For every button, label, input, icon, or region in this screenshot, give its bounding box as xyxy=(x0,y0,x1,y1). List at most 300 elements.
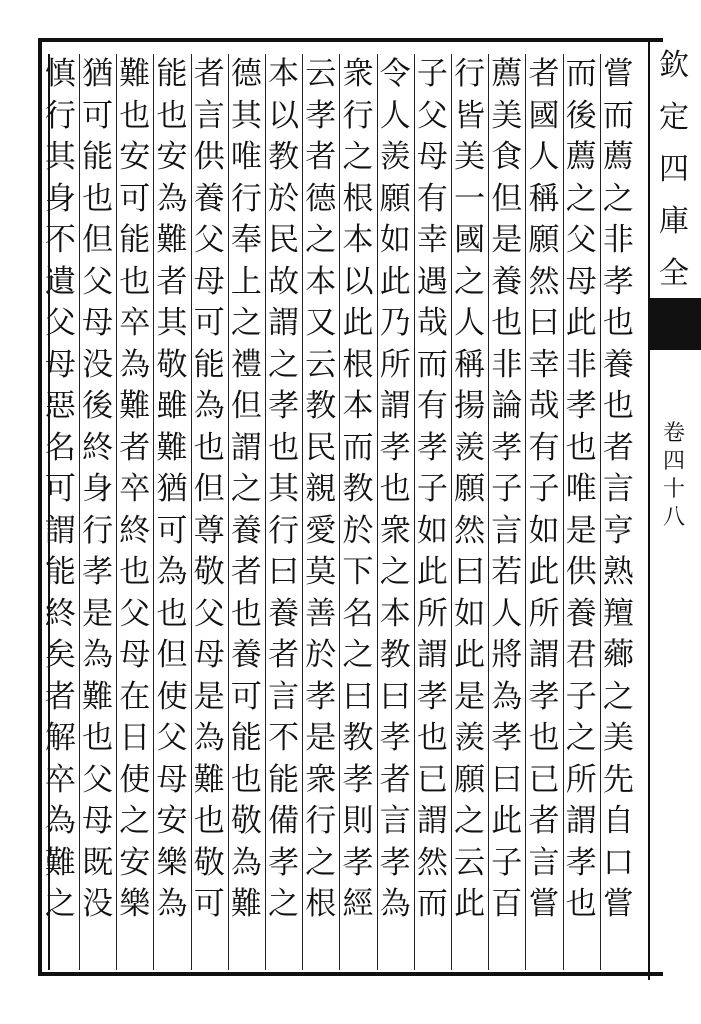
character: 母 xyxy=(193,637,225,673)
character: 之 xyxy=(602,180,634,217)
character: 有 xyxy=(416,388,448,424)
character: 惡 xyxy=(44,388,76,424)
character: 愛 xyxy=(305,512,337,549)
character: 不 xyxy=(44,222,76,258)
character: 已 xyxy=(416,761,448,798)
column-rule xyxy=(488,54,489,970)
character: 孝 xyxy=(379,720,411,756)
character: 安 xyxy=(119,844,151,881)
character: 終 xyxy=(82,429,114,466)
character: 而 xyxy=(602,97,634,134)
character: 人 xyxy=(379,97,411,134)
character: 有 xyxy=(416,180,448,217)
character: 本 xyxy=(379,595,411,632)
character: 本 xyxy=(305,263,337,300)
character: 之 xyxy=(268,886,300,922)
column-rule xyxy=(191,54,192,970)
character: 薦 xyxy=(565,139,597,175)
character: 父 xyxy=(82,263,114,300)
character: 曰 xyxy=(268,554,300,590)
character: 奉 xyxy=(230,222,262,258)
character: 敬 xyxy=(193,554,225,590)
column-rule xyxy=(525,54,526,970)
juan-character: 卷 xyxy=(662,421,685,446)
character: 能 xyxy=(193,346,225,383)
character: 也 xyxy=(156,595,188,632)
character: 根 xyxy=(342,346,374,383)
character: 身 xyxy=(82,471,114,507)
character: 備 xyxy=(268,803,300,839)
character: 也 xyxy=(230,595,262,632)
character: 謂 xyxy=(528,637,560,673)
character: 孝 xyxy=(379,844,411,881)
character: 教 xyxy=(379,637,411,673)
character: 此 xyxy=(565,305,597,341)
character: 乃 xyxy=(379,305,411,341)
text-column xyxy=(563,54,600,926)
character: 口 xyxy=(602,844,634,881)
character: 但 xyxy=(82,222,114,258)
character: 可 xyxy=(82,97,114,134)
character: 能 xyxy=(156,56,188,92)
character: 者 xyxy=(230,554,262,590)
character: 哉 xyxy=(416,305,448,341)
character: 子 xyxy=(416,471,448,507)
character: 慎 xyxy=(44,56,76,92)
character: 教 xyxy=(268,139,300,175)
character: 謂 xyxy=(230,429,262,466)
character: 者 xyxy=(193,56,225,92)
character: 其 xyxy=(268,471,300,507)
character: 母 xyxy=(193,263,225,300)
character: 非 xyxy=(491,346,523,383)
juan-label xyxy=(648,420,700,532)
character: 母 xyxy=(44,346,76,383)
character: 子 xyxy=(528,471,560,507)
character: 唯 xyxy=(230,139,262,175)
character: 言 xyxy=(268,678,300,715)
juan-character: 十 xyxy=(662,477,685,502)
character: 民 xyxy=(268,222,300,258)
character: 孝 xyxy=(342,844,374,881)
character: 衆 xyxy=(342,56,374,92)
character: 卒 xyxy=(44,761,76,798)
character: 此 xyxy=(454,886,486,922)
character: 能 xyxy=(82,139,114,175)
character: 謂 xyxy=(268,305,300,341)
character: 行 xyxy=(268,512,300,549)
character: 之 xyxy=(565,180,597,217)
character: 此 xyxy=(528,554,560,590)
text-column xyxy=(191,54,228,926)
character: 難 xyxy=(156,429,188,466)
character: 難 xyxy=(193,761,225,798)
character: 此 xyxy=(454,637,486,673)
character: 本 xyxy=(268,56,300,92)
character: 揚 xyxy=(454,388,486,424)
character: 孝 xyxy=(491,429,523,466)
character: 曰 xyxy=(379,678,411,715)
character: 哉 xyxy=(528,388,560,424)
character: 曰 xyxy=(342,678,374,715)
character: 根 xyxy=(342,180,374,217)
character: 為 xyxy=(379,886,411,922)
character: 名 xyxy=(342,595,374,632)
character: 幸 xyxy=(416,222,448,258)
character: 是 xyxy=(305,720,337,756)
character: 供 xyxy=(565,554,597,590)
character: 所 xyxy=(379,346,411,383)
character: 母 xyxy=(565,263,597,300)
column-rule xyxy=(414,54,415,970)
character: 養 xyxy=(230,512,262,549)
character: 經 xyxy=(342,886,374,922)
character: 為 xyxy=(82,637,114,673)
character: 美 xyxy=(454,139,486,175)
character: 上 xyxy=(230,263,262,300)
character: 樂 xyxy=(119,886,151,922)
character: 人 xyxy=(528,139,560,175)
column-rule xyxy=(79,54,80,970)
character: 孝 xyxy=(565,844,597,881)
text-column xyxy=(42,54,79,926)
character: 安 xyxy=(156,803,188,839)
character: 尊 xyxy=(193,512,225,549)
character: 羨 xyxy=(379,139,411,175)
text-column xyxy=(153,54,190,926)
character: 但 xyxy=(156,637,188,673)
character: 此 xyxy=(491,803,523,839)
character: 為 xyxy=(193,388,225,424)
character: 謂 xyxy=(416,803,448,839)
character: 父 xyxy=(119,595,151,632)
character: 可 xyxy=(193,305,225,341)
character: 而 xyxy=(416,346,448,383)
character: 於 xyxy=(342,512,374,549)
column-rule xyxy=(451,54,452,970)
character: 若 xyxy=(491,554,523,590)
character: 所 xyxy=(528,595,560,632)
character: 但 xyxy=(193,471,225,507)
character: 如 xyxy=(454,595,486,632)
character: 子 xyxy=(491,471,523,507)
character: 一 xyxy=(454,180,486,217)
character: 根 xyxy=(305,886,337,922)
character: 熟 xyxy=(602,554,634,590)
character: 終 xyxy=(119,512,151,549)
character: 所 xyxy=(416,595,448,632)
text-column xyxy=(377,54,414,926)
character: 者 xyxy=(119,429,151,466)
character: 所 xyxy=(565,761,597,798)
character: 言 xyxy=(528,844,560,881)
character: 孝 xyxy=(602,263,634,300)
character: 解 xyxy=(44,720,76,756)
character: 但 xyxy=(491,180,523,217)
character: 孝 xyxy=(268,388,300,424)
character: 以 xyxy=(268,97,300,134)
character: 子 xyxy=(565,678,597,715)
character: 為 xyxy=(44,803,76,839)
character: 先 xyxy=(602,761,634,798)
character: 行 xyxy=(305,803,337,839)
character: 為 xyxy=(156,886,188,922)
character: 而 xyxy=(342,429,374,466)
character: 母 xyxy=(119,637,151,673)
text-column xyxy=(79,54,116,926)
character: 也 xyxy=(119,97,151,134)
character: 也 xyxy=(602,305,634,341)
character: 既 xyxy=(82,844,114,881)
character: 名 xyxy=(44,429,76,466)
column-rule xyxy=(153,54,154,970)
character: 之 xyxy=(119,803,151,839)
character: 也 xyxy=(602,388,634,424)
character: 此 xyxy=(379,263,411,300)
character: 然 xyxy=(528,263,560,300)
character: 者 xyxy=(379,761,411,798)
character: 没 xyxy=(82,886,114,922)
margin-character: 全 xyxy=(659,256,689,291)
character: 樂 xyxy=(156,844,188,881)
character: 人 xyxy=(454,305,486,341)
character: 善 xyxy=(305,595,337,632)
character: 是 xyxy=(491,222,523,258)
character: 是 xyxy=(454,678,486,715)
margin-character: 庫 xyxy=(659,204,689,239)
character: 以 xyxy=(342,263,374,300)
text-column xyxy=(302,54,339,926)
character: 也 xyxy=(565,886,597,922)
character: 唯 xyxy=(565,471,597,507)
character: 者 xyxy=(268,637,300,673)
character: 之 xyxy=(454,803,486,839)
character: 孝 xyxy=(305,678,337,715)
character: 難 xyxy=(119,388,151,424)
character: 孝 xyxy=(82,554,114,590)
character: 能 xyxy=(44,554,76,590)
character: 終 xyxy=(44,595,76,632)
character: 自 xyxy=(602,803,634,839)
character: 言 xyxy=(193,97,225,134)
character: 然 xyxy=(454,512,486,549)
character: 也 xyxy=(230,761,262,798)
character: 者 xyxy=(602,429,634,466)
character: 為 xyxy=(491,678,523,715)
character: 衆 xyxy=(379,512,411,549)
juan-character: 八 xyxy=(662,505,685,530)
character: 行 xyxy=(44,97,76,134)
character: 也 xyxy=(193,429,225,466)
character: 故 xyxy=(268,263,300,300)
character: 猶 xyxy=(82,56,114,92)
character: 不 xyxy=(268,720,300,756)
character: 能 xyxy=(119,222,151,258)
character: 母 xyxy=(82,803,114,839)
character: 父 xyxy=(156,720,188,756)
character: 行 xyxy=(230,180,262,217)
character: 也 xyxy=(193,803,225,839)
character: 謂 xyxy=(565,803,597,839)
character: 可 xyxy=(44,471,76,507)
character: 行 xyxy=(454,56,486,92)
character: 幸 xyxy=(528,346,560,383)
character: 也 xyxy=(82,180,114,217)
character: 養 xyxy=(491,263,523,300)
character: 於 xyxy=(268,180,300,217)
character: 也 xyxy=(565,429,597,466)
character: 有 xyxy=(528,429,560,466)
character: 教 xyxy=(305,388,337,424)
column-rule xyxy=(228,54,229,970)
character: 難 xyxy=(230,886,262,922)
character: 能 xyxy=(230,720,262,756)
character: 也 xyxy=(528,720,560,756)
character: 難 xyxy=(82,678,114,715)
character: 之 xyxy=(454,263,486,300)
character: 謂 xyxy=(416,637,448,673)
character: 於 xyxy=(305,637,337,673)
character: 國 xyxy=(454,222,486,258)
character: 者 xyxy=(44,678,76,715)
character: 而 xyxy=(416,886,448,922)
character: 卒 xyxy=(119,305,151,341)
character: 論 xyxy=(491,388,523,424)
character: 父 xyxy=(416,97,448,134)
character: 敬 xyxy=(193,844,225,881)
character: 也 xyxy=(491,305,523,341)
character: 嘗 xyxy=(602,886,634,922)
character: 食 xyxy=(491,139,523,175)
character: 令 xyxy=(379,56,411,92)
character: 養 xyxy=(602,346,634,383)
text-column xyxy=(414,54,451,926)
character: 云 xyxy=(305,346,337,383)
character: 嘗 xyxy=(602,56,634,92)
text-column xyxy=(488,54,525,926)
text-column xyxy=(451,54,488,926)
character: 民 xyxy=(305,429,337,466)
character: 但 xyxy=(230,388,262,424)
column-rule xyxy=(377,54,378,970)
character: 之 xyxy=(565,720,597,756)
character: 難 xyxy=(119,56,151,92)
character: 其 xyxy=(156,305,188,341)
character: 養 xyxy=(565,595,597,632)
text-column xyxy=(116,54,153,926)
character: 教 xyxy=(342,471,374,507)
character: 也 xyxy=(119,554,151,590)
character: 君 xyxy=(565,637,597,673)
character: 可 xyxy=(156,512,188,549)
character: 卒 xyxy=(119,471,151,507)
character: 在 xyxy=(119,678,151,715)
text-column xyxy=(339,54,376,926)
character: 孝 xyxy=(416,429,448,466)
character: 曰 xyxy=(454,554,486,590)
juan-character: 四 xyxy=(662,449,685,474)
character: 本 xyxy=(342,222,374,258)
character: 其 xyxy=(230,97,262,134)
character: 孝 xyxy=(416,678,448,715)
character: 身 xyxy=(44,180,76,217)
character: 是 xyxy=(193,678,225,715)
fishtail-mark xyxy=(648,298,701,350)
character: 已 xyxy=(528,761,560,798)
character: 者 xyxy=(528,803,560,839)
character: 能 xyxy=(268,761,300,798)
character: 又 xyxy=(305,305,337,341)
character: 願 xyxy=(528,222,560,258)
character: 使 xyxy=(119,761,151,798)
character: 難 xyxy=(44,844,76,881)
character: 為 xyxy=(156,180,188,217)
character: 没 xyxy=(82,346,114,383)
character: 此 xyxy=(342,305,374,341)
character: 也 xyxy=(156,97,188,134)
column-rule xyxy=(600,54,601,970)
character: 亨 xyxy=(602,512,634,549)
character: 也 xyxy=(268,429,300,466)
character: 可 xyxy=(119,180,151,217)
character: 親 xyxy=(305,471,337,507)
character: 言 xyxy=(491,512,523,549)
character: 難 xyxy=(156,222,188,258)
character: 願 xyxy=(379,180,411,217)
character: 可 xyxy=(230,678,262,715)
character: 子 xyxy=(491,844,523,881)
text-column xyxy=(265,54,302,926)
character: 謂 xyxy=(379,388,411,424)
character: 孝 xyxy=(305,97,337,134)
character: 也 xyxy=(379,471,411,507)
character: 國 xyxy=(528,97,560,134)
character: 之 xyxy=(230,471,262,507)
character: 為 xyxy=(119,346,151,383)
character: 遺 xyxy=(44,263,76,300)
character: 如 xyxy=(528,512,560,549)
character: 謂 xyxy=(44,512,76,549)
character: 嘗 xyxy=(528,886,560,922)
character: 行 xyxy=(82,512,114,549)
character: 百 xyxy=(491,886,523,922)
character: 父 xyxy=(44,305,76,341)
character: 也 xyxy=(416,720,448,756)
character: 者 xyxy=(528,56,560,92)
character: 薦 xyxy=(491,56,523,92)
character: 為 xyxy=(193,720,225,756)
character: 孝 xyxy=(528,678,560,715)
character: 養 xyxy=(268,595,300,632)
character: 是 xyxy=(565,512,597,549)
character: 父 xyxy=(82,761,114,798)
character: 雖 xyxy=(156,388,188,424)
text-column xyxy=(228,54,265,926)
character: 孝 xyxy=(342,761,374,798)
character: 曰 xyxy=(491,761,523,798)
character: 孝 xyxy=(565,388,597,424)
character: 此 xyxy=(416,554,448,590)
character: 曰 xyxy=(528,305,560,341)
text-column xyxy=(525,54,562,926)
character: 德 xyxy=(305,180,337,217)
character: 為 xyxy=(156,554,188,590)
character: 可 xyxy=(193,886,225,922)
character: 而 xyxy=(565,56,597,92)
character: 養 xyxy=(193,180,225,217)
margin-character: 欽 xyxy=(659,48,689,83)
character: 子 xyxy=(416,56,448,92)
